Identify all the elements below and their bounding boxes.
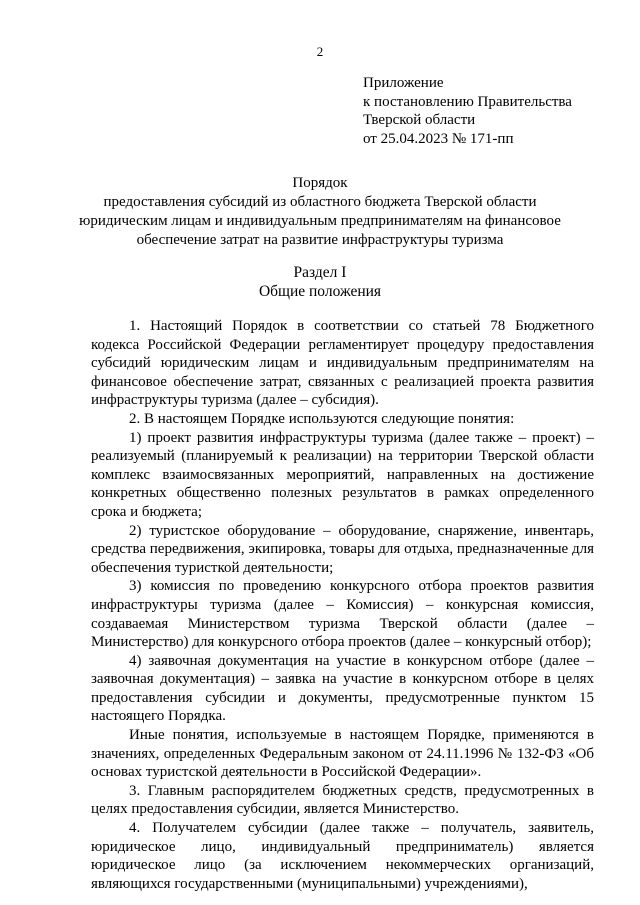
paragraph: Иные понятия, используемые в настоящем Порядке, применяются в значениях, определенных Федеральным законом от 24.11.1996 № 132-ФЗ «Об основах туристской деятельности в Российской Федерации». — [91, 727, 594, 781]
appendix-line: Приложение — [363, 75, 444, 91]
title-line: предоставления субсидий из областного бюджета Тверской области — [103, 194, 537, 210]
paragraph: 4. Получателем субсидии (далее также – получатель, заявитель, юридическое лицо, индивидуальный предприниматель) является юридическое лицо (за исключением некоммерческих организаций, являющихся государственными (муниципальными) учреждениями), — [91, 820, 594, 892]
paragraph: 3) комиссия по проведению конкурсного отбора проектов развития инфраструктуры туризма (далее – Комиссия) – конкурсная комиссия, создаваемая Министерством туризма Тверской области (далее – Министерство) для конкурсного отбора проектов (далее – конкурсный отбор); — [91, 578, 594, 651]
appendix-line: к постановлению Правительства — [363, 93, 572, 110]
section-heading — [0, 263, 640, 301]
paragraph: 1. Настоящий Порядок в соответствии со статьей 78 Бюджетного кодекса Российской Федерации регламентирует процедуру предоставления субсидий юридическим лицам и индивидуальным предпринимателям на финансовое обеспечение затрат, связанных с реализацией проекта развития инфраструктуры туризма (далее – субсидия). — [91, 318, 594, 409]
appendix-line: Тверской области — [363, 112, 476, 128]
page-number: 2 — [316, 44, 324, 59]
paragraph: 1) проект развития инфраструктуры туризма (далее также – проект) – реализуемый (планируемый к реализации) на территории Тверской области комплекс взаимосвязанных мероприятий, направленных на достижение конкретных общественно полезных результатов в рамках определенного срока и бюджета; — [91, 429, 594, 520]
paragraph: 3. Главным распорядителем бюджетных средств, предусмотренных в целях предоставления субсидии, является Министерство. — [91, 782, 594, 818]
paragraph: 4) заявочная документация на участие в конкурсном отборе (далее – заявочная документация) – заявка на участие в конкурсном отборе в целях предоставления субсидии и документы, предусмотренные пунктом 15 настоящего Порядка. — [91, 652, 594, 725]
document-title — [0, 174, 640, 250]
section-number: Раздел I — [293, 264, 347, 281]
paragraph: 2) туристское оборудование – оборудование, снаряжение, инвентарь, средства передвижения, экипировка, товары для отдыха, предназначенные для обеспечения туристкой деятельности; — [91, 522, 594, 576]
title-line: обеспечение затрат на развитие инфраструктуры туризма — [136, 232, 504, 248]
appendix-date-line: от 25.04.2023 № 171-пп — [363, 130, 514, 147]
paragraph: 2. В настоящем Порядке используются следующие понятия: — [129, 410, 515, 427]
appendix-block — [363, 74, 572, 148]
section-name: Общие положения — [258, 283, 382, 300]
title-heading: Порядок — [292, 175, 348, 191]
document-body — [91, 317, 594, 893]
title-line: юридическим лицам и индивидуальным предпринимателям на финансовое — [79, 213, 561, 229]
